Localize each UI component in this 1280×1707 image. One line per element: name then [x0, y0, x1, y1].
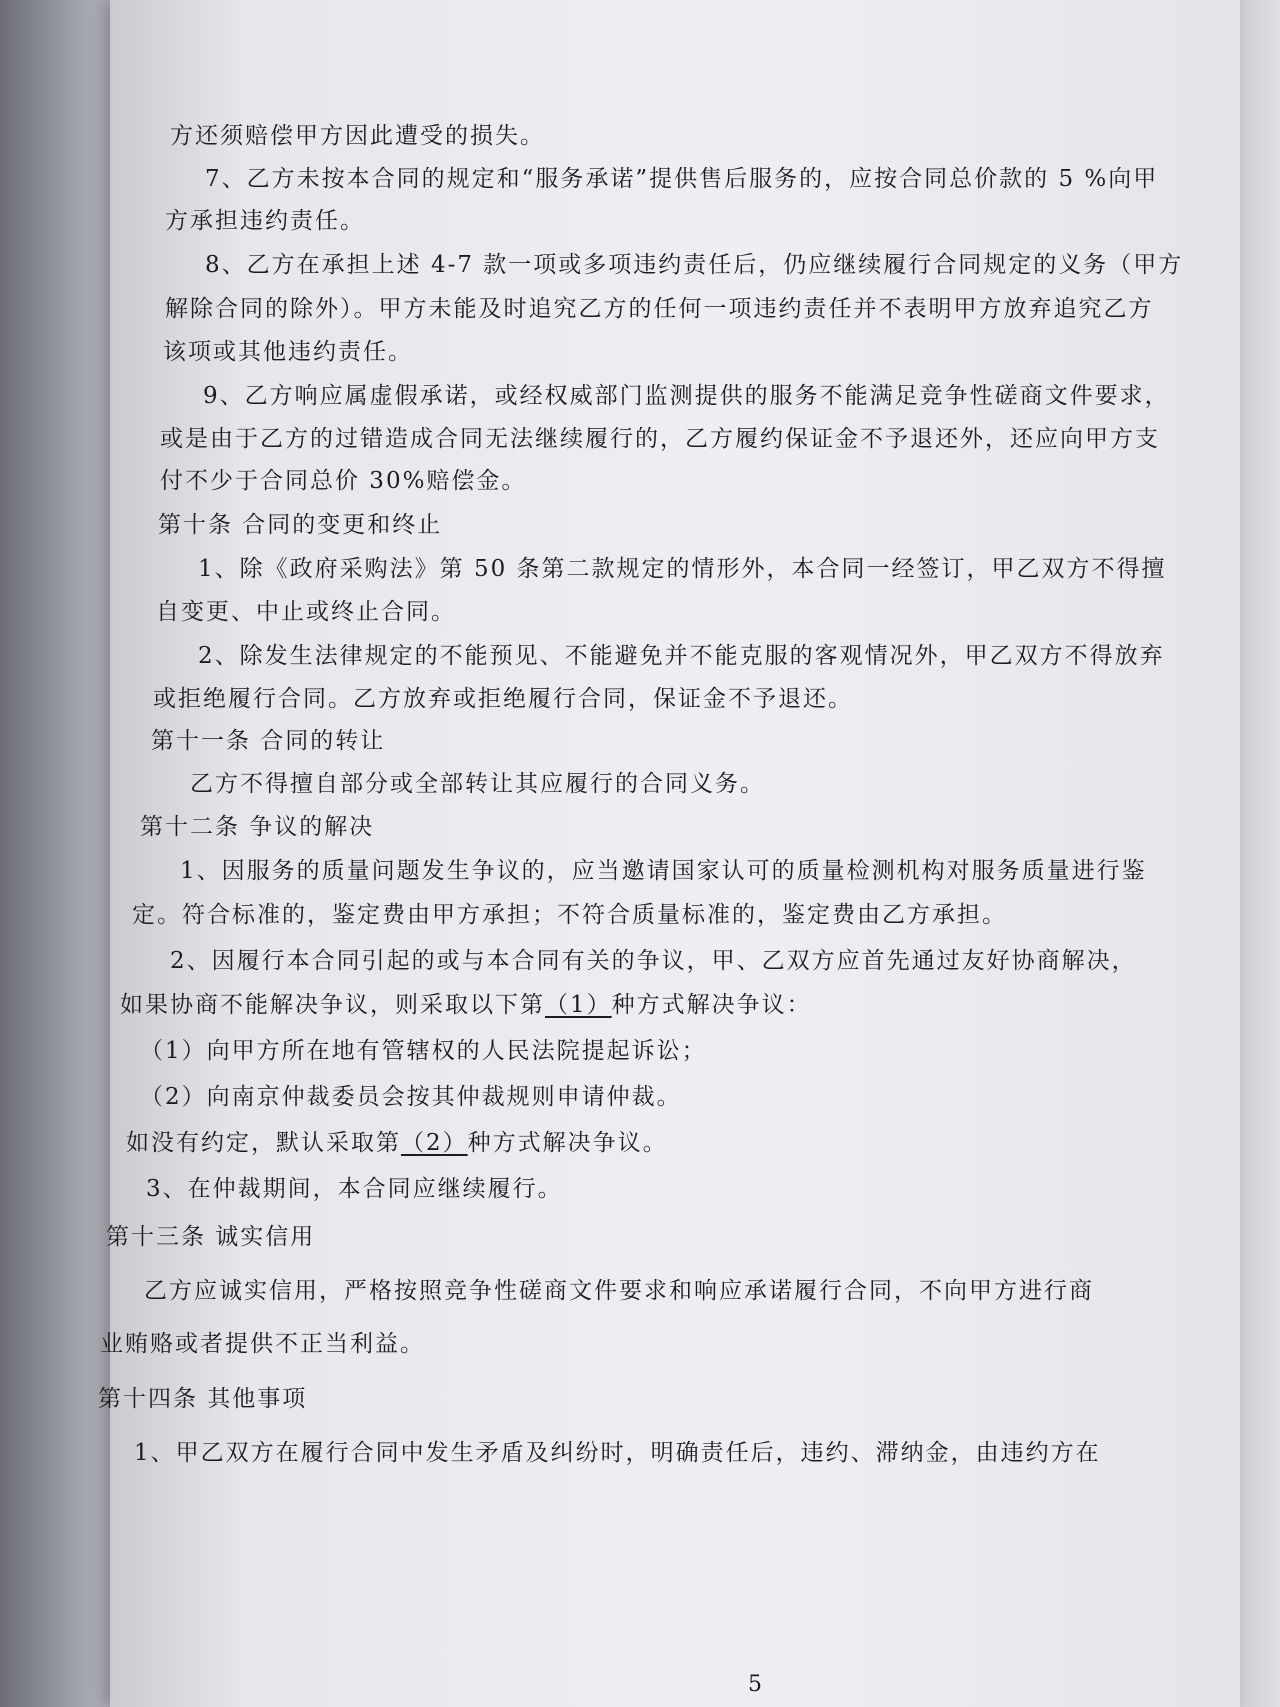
filled-blank: （1） [545, 992, 612, 1018]
text-line: 8、乙方在承担上述 4-7 款一项或多项违约责任后，仍应继续履行合同规定的义务（甲方 [205, 252, 1184, 278]
section-heading: 第十二条 争议的解决 [140, 814, 375, 840]
text-line: 该项或其他违约责任。 [163, 339, 413, 365]
text-line: 1、因服务的质量问题发生争议的，应当邀请国家认可的质量检测机构对服务质量进行鉴 [180, 858, 1147, 884]
text-line: 3、在仲裁期间，本合同应继续履行。 [146, 1176, 563, 1202]
text-line [126, 1124, 668, 1157]
text-line: 方承担违约责任。 [165, 208, 365, 234]
text-line: 付不少于合同总价 30%赔偿金。 [160, 468, 527, 494]
filled-blank: （2） [401, 1130, 468, 1156]
section-heading: 第十三条 诚实信用 [106, 1224, 316, 1250]
section-heading: 第十条 合同的变更和终止 [158, 512, 443, 538]
section-heading: 第十四条 其他事项 [98, 1386, 308, 1412]
page-number: 5 [748, 1672, 762, 1697]
text-line: 方还须赔偿甲方因此遭受的损失。 [170, 123, 545, 149]
section-heading: 第十一条 合同的转让 [151, 728, 386, 754]
contract-page [98, 0, 1240, 1707]
text-fragment: 如没有约定，默认采取第 [126, 1130, 401, 1156]
text-line: （2）向南京仲裁委员会按其仲裁规则申请仲裁。 [140, 1084, 682, 1110]
text-line: 定。符合标准的，鉴定费由甲方承担；不符合质量标准的，鉴定费由乙方承担。 [132, 902, 1007, 928]
text-line: 9、乙方响应属虚假承诺，或经权威部门监测提供的服务不能满足竞争性磋商文件要求， [203, 383, 1170, 409]
text-line: 业贿赂或者提供不正当利益。 [100, 1331, 425, 1357]
text-line: 2、除发生法律规定的不能预见、不能避免并不能克服的客观情况外，甲乙双方不得放弃 [198, 643, 1165, 669]
text-line: 1、甲乙双方在履行合同中发生矛盾及纠纷时，明确责任后，违约、滞纳金，由违约方在 [134, 1440, 1101, 1466]
text-line: 1、除《政府采购法》第 50 条第二款规定的情形外，本合同一经签订，甲乙双方不得擅 [198, 556, 1167, 582]
text-line: 解除合同的除外）。甲方未能及时追究乙方的任何一项违约责任并不表明甲方放弃追究乙方 [165, 296, 1154, 322]
text-line: 乙方不得擅自部分或全部转让其应履行的合同义务。 [190, 771, 765, 797]
text-line: 或是由于乙方的过错造成合同无法继续履行的，乙方履约保证金不予退还外，还应向甲方支 [160, 426, 1160, 452]
text-line [120, 986, 812, 1019]
text-line: 自变更、中止或终止合同。 [156, 599, 456, 625]
text-line: （1）向甲方所在地有管辖权的人民法院提起诉讼； [140, 1038, 707, 1064]
text-line: 或拒绝履行合同。乙方放弃或拒绝履行合同，保证金不予退还。 [153, 686, 853, 712]
text-fragment: 如果协商不能解决争议，则采取以下第 [120, 992, 545, 1018]
text-line: 7、乙方未按本合同的规定和“服务承诺”提供售后服务的，应按合同总价款的 5 %向甲 [205, 166, 1159, 192]
text-line: 乙方应诚实信用，严格按照竞争性磋商文件要求和响应承诺履行合同，不向甲方进行商 [144, 1278, 1094, 1304]
text-fragment: 种方式解决争议： [611, 992, 812, 1018]
text-line: 2、因履行本合同引起的或与本合同有关的争议，甲、乙双方应首先通过友好协商解决， [170, 948, 1137, 974]
text-fragment: 种方式解决争议。 [467, 1130, 668, 1156]
